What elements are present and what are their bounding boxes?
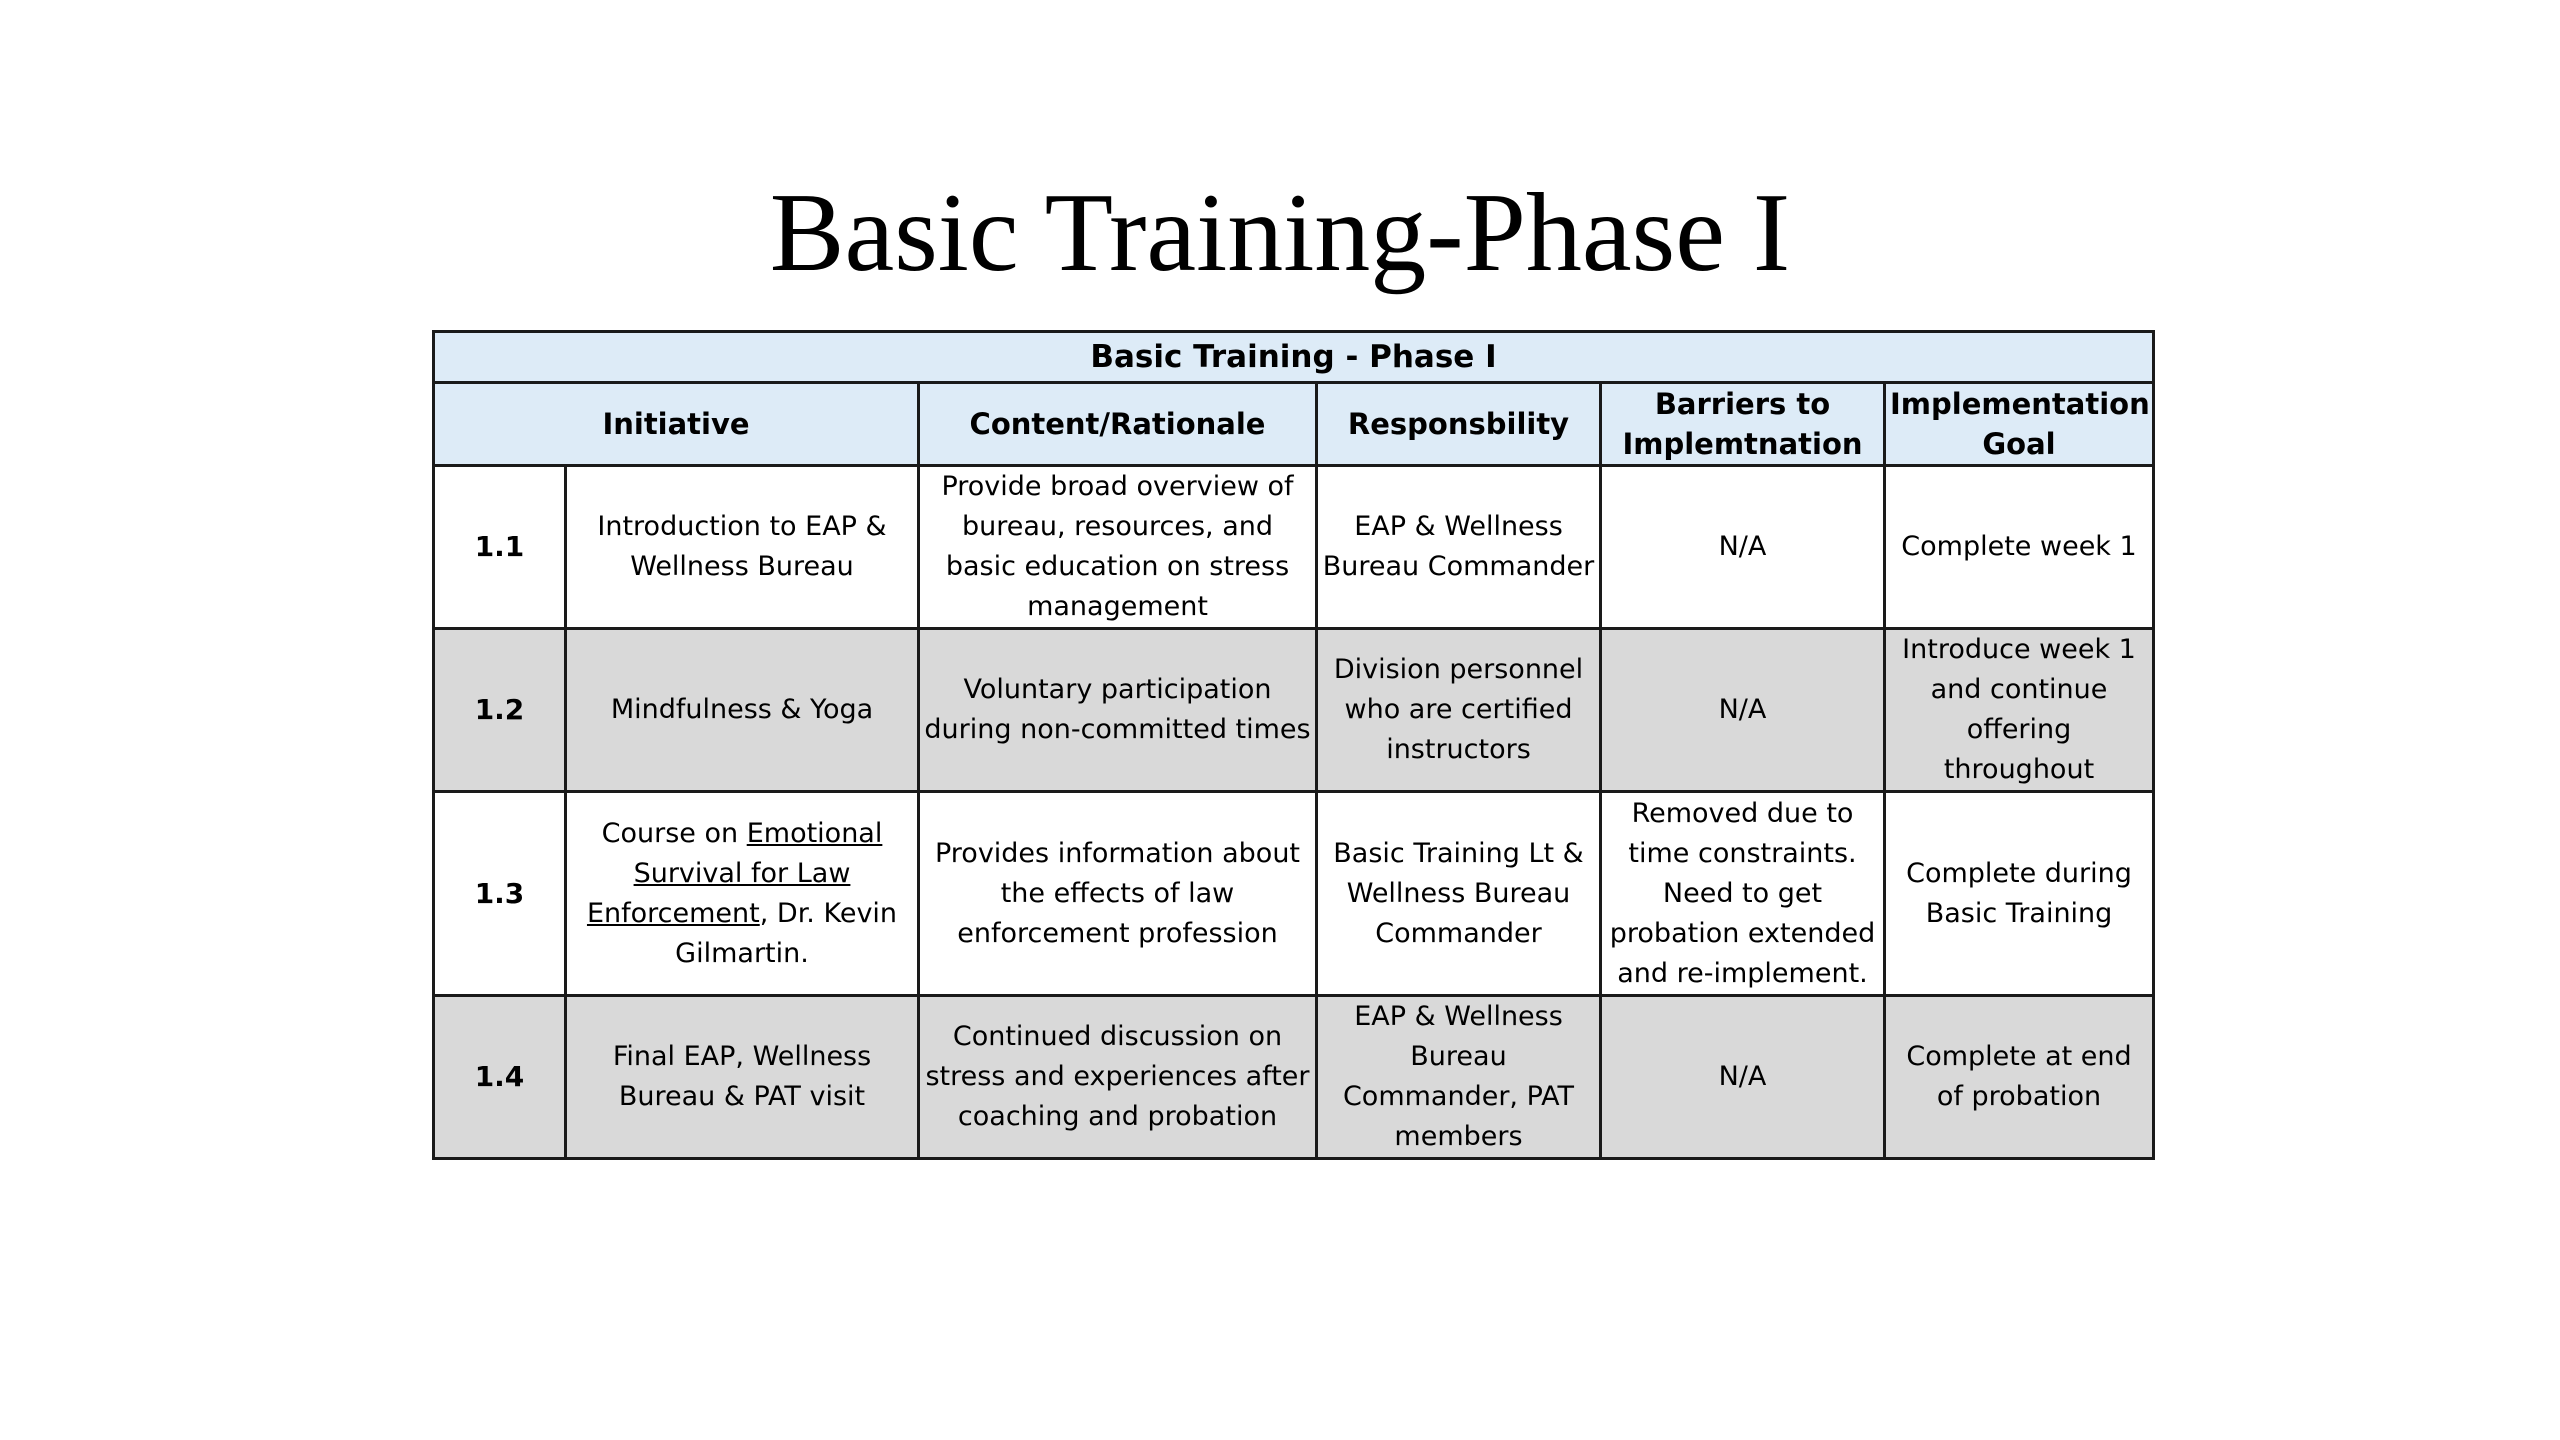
barriers-cell: Removed due to time constraints. Need to get probation extended and re-implement. — [1601, 792, 1885, 996]
goal-cell: Complete week 1 — [1885, 466, 2154, 629]
header-responsibility: Responsbility — [1317, 383, 1601, 466]
initiative-suffix: , Dr. Kevin Gilmartin. — [675, 897, 898, 969]
goal-cell: Complete during Basic Training — [1885, 792, 2154, 996]
table-caption-row — [434, 332, 2154, 383]
header-initiative: Initiative — [434, 383, 919, 466]
table-row — [434, 466, 2154, 629]
responsibility-cell: Basic Training Lt & Wellness Bureau Commander — [1317, 792, 1601, 996]
initiative-cell — [566, 792, 919, 996]
training-table — [432, 330, 2155, 1160]
table-header-row — [434, 383, 2154, 466]
content-cell: Provide broad overview of bureau, resources, and basic education on stress management — [919, 466, 1317, 629]
header-content: Content/Rationale — [919, 383, 1317, 466]
book-title: Emotional Survival for Law Enforcement — [586, 817, 883, 929]
responsibility-cell: EAP & Wellness Bureau Commander, PAT members — [1317, 996, 1601, 1159]
barriers-cell: N/A — [1601, 629, 1885, 792]
table-row — [434, 792, 2154, 996]
responsibility-cell: EAP & Wellness Bureau Commander — [1317, 466, 1601, 629]
row-number: 1.3 — [434, 792, 566, 996]
page-title: Basic Training-Phase I — [769, 171, 1791, 295]
header-barriers: Barriers to Implemtnation — [1601, 383, 1885, 466]
header-goal: Implementation Goal — [1885, 383, 2154, 466]
content-cell: Voluntary participation during non-committed times — [919, 629, 1317, 792]
row-number: 1.2 — [434, 629, 566, 792]
table-row — [434, 996, 2154, 1159]
table-row — [434, 629, 2154, 792]
initiative-cell: Mindfulness & Yoga — [566, 629, 919, 792]
goal-cell: Introduce week 1 and continue offering throughout — [1885, 629, 2154, 792]
goal-cell: Complete at end of probation — [1885, 996, 2154, 1159]
initiative-cell: Introduction to EAP & Wellness Bureau — [566, 466, 919, 629]
content-cell: Provides information about the effects of law enforcement profession — [919, 792, 1317, 996]
initiative-prefix: Course on — [601, 817, 747, 849]
table-caption: Basic Training - Phase I — [434, 332, 2154, 383]
initiative-cell: Final EAP, Wellness Bureau & PAT visit — [566, 996, 919, 1159]
content-cell: Continued discussion on stress and experiences after coaching and probation — [919, 996, 1317, 1159]
barriers-cell: N/A — [1601, 996, 1885, 1159]
responsibility-cell: Division personnel who are certified instructors — [1317, 629, 1601, 792]
row-number: 1.1 — [434, 466, 566, 629]
row-number: 1.4 — [434, 996, 566, 1159]
barriers-cell: N/A — [1601, 466, 1885, 629]
